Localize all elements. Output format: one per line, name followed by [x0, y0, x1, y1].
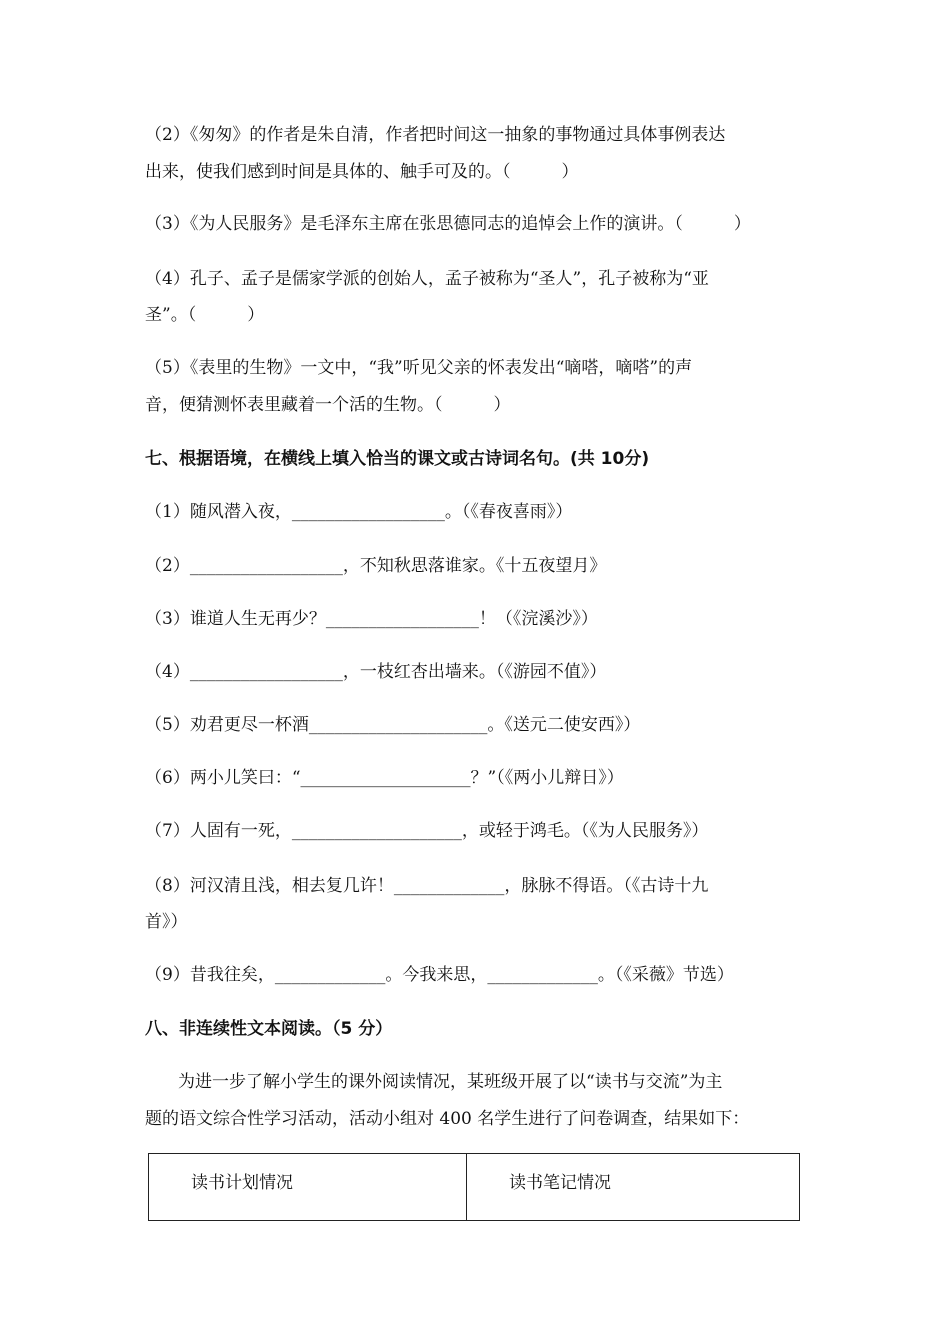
survey-table [148, 1153, 800, 1221]
section7-item-4: （4）__________________，一枝红杏出墙来。（《游园不值》） [145, 662, 607, 682]
section7-item-7: （7）人固有一死，____________________，或轻于鸿毛。（《为人民服务》） [145, 821, 709, 841]
section7-item-2: （2）__________________，不知秋思落谁家。《十五夜望月》 [145, 556, 607, 576]
section7-item-8-line2: 首》） [145, 912, 188, 932]
section7-item-9: （9）昔我往矣，_____________。今我来思，_____________。（《采薇》节选） [145, 965, 734, 985]
section8-heading: 八、非连续性文本阅读。（5 分） [145, 1019, 393, 1039]
section8-paragraph-line1: 为进一步了解小学生的课外阅读情况，某班级开展了以“读书与交流”为主 [178, 1072, 723, 1092]
section8-paragraph-line2: 题的语文综合性学习活动，活动小组对 400 名学生进行了问卷调查，结果如下： [145, 1109, 750, 1129]
section7-item-5: （5）劝君更尽一杯酒_____________________。《送元二使安西》） [145, 715, 641, 735]
q6-item-4-line1: （4）孔子、孟子是儒家学派的创始人，孟子被称为“圣人”，孔子被称为“亚 [145, 269, 709, 289]
section7-heading: 七、根据语境，在横线上填入恰当的课文或古诗词名句。(共 10分) [145, 449, 650, 469]
q6-item-2-line2: 出来，使我们感到时间是具体的、触手可及的。（ ） [145, 162, 579, 182]
q6-item-5-line2: 音，便猜测怀表里藏着一个活的生物。（ ） [145, 395, 511, 415]
q6-item-5-line1: （5）《表里的生物》一文中，“我”听见父亲的怀表发出“嘀嗒，嘀嗒”的声 [145, 358, 693, 378]
q6-item-4-line2: 圣”。（ ） [145, 305, 265, 325]
table-header-reading-plan: 读书计划情况 [149, 1154, 467, 1221]
section7-item-3: （3）谁道人生无再少？__________________！（《浣溪沙》） [145, 609, 598, 629]
table-header-row [149, 1154, 800, 1221]
table-header-reading-notes: 读书笔记情况 [467, 1154, 800, 1221]
section7-item-8-line1: （8）河汉清且浅，相去复几许！_____________，脉脉不得语。（《古诗十九 [145, 876, 709, 896]
q6-item-2-line1: （2）《匆匆》的作者是朱自清，作者把时间这一抽象的事物通过具体事例表达 [145, 125, 726, 145]
q6-item-3-line1: （3）《为人民服务》是毛泽东主席在张思德同志的追悼会上作的演讲。（ ） [145, 214, 751, 234]
section7-item-1: （1）随风潜入夜，__________________。（《春夜喜雨》） [145, 502, 573, 522]
section7-item-6: （6）两小儿笑曰：“____________________？”（《两小儿辩日》） [145, 768, 624, 788]
